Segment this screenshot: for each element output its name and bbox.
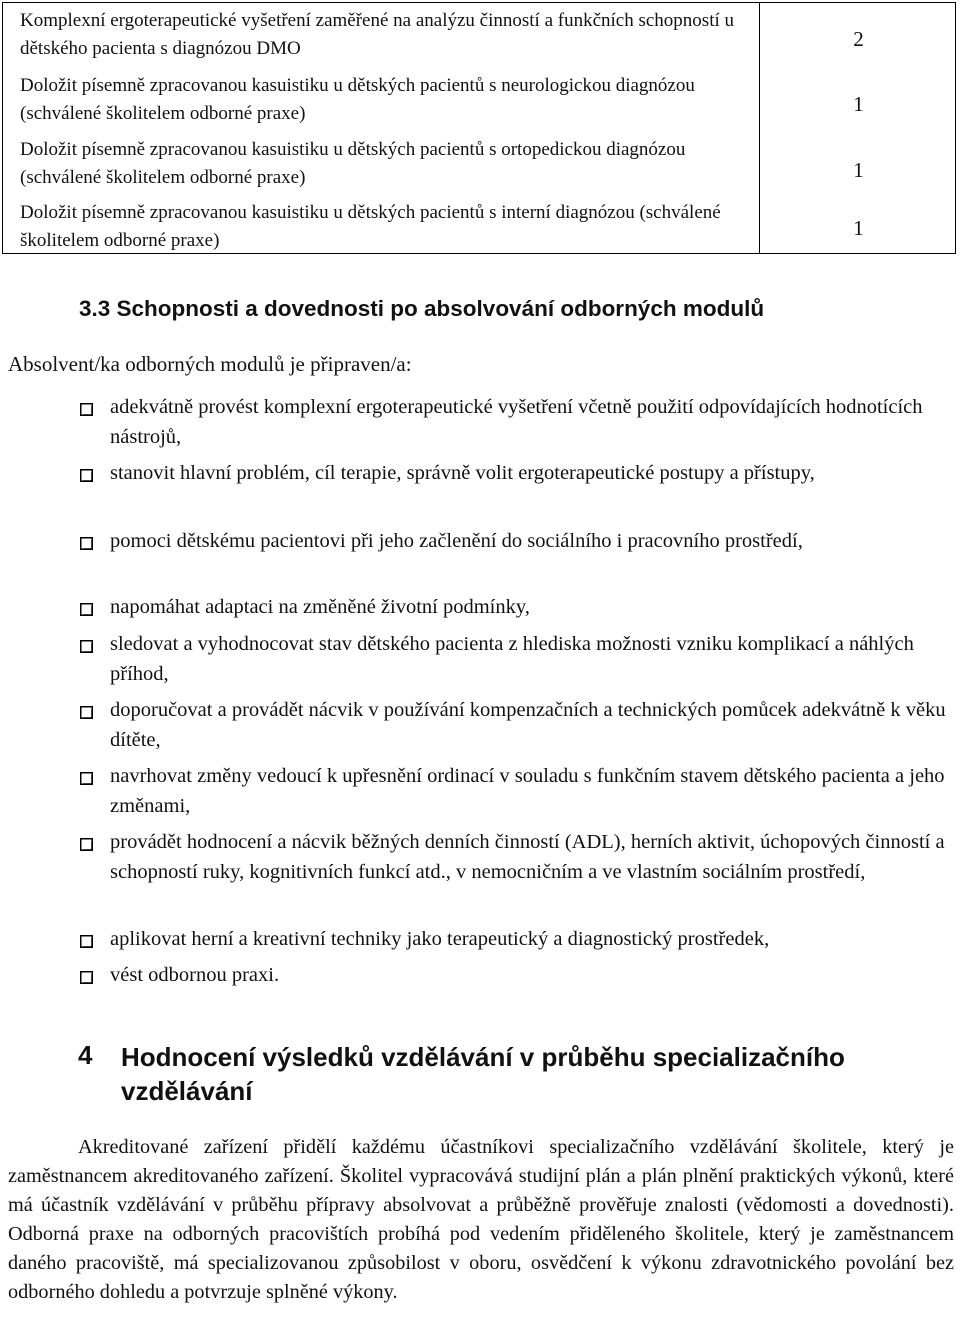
row-description: Doložit písemně zpracovanou kasuistiku u dětských pacientů s interní diagnózou (schválené školitelem odborné praxe) bbox=[20, 202, 721, 251]
checkbox-icon bbox=[80, 838, 93, 851]
list-item-text: vést odbornou praxi. bbox=[110, 964, 280, 986]
checkbox-icon bbox=[80, 403, 93, 416]
chapter-paragraph: Akreditované zařízení přidělí každému účastníkovi specializačního vzdělávání školitele, který je zaměstnancem akreditovaného zařízení. Školitel vypracovává studijní plán a plán plnění praktických výkonů, které má účastník vzdělávání v průběhu přípravy absolvovat a průběžně prověřuje znalosti (vědomosti a dovednosti). Odborná praxe na odborných pracovištích probíhá pod vedením přiděleného školitele, který je zaměstnancem daného pracoviště, má specializovanou způsobilost v oboru, osvědčení k výkonu zdravotnického povolání bez odborného dohledu a potvrzuje splněné výkony. bbox=[8, 1136, 954, 1303]
row-count: 1 bbox=[853, 158, 864, 182]
list-item-text: aplikovat herní a kreativní techniky jako terapeutický a diagnostický prostředek, bbox=[110, 928, 770, 950]
section-intro: Absolvent/ka odborných modulů je připraven/a: bbox=[8, 352, 412, 376]
row-count: 2 bbox=[853, 27, 864, 51]
checkbox-icon bbox=[80, 772, 93, 785]
row-description: Doložit písemně zpracovanou kasuistiku u dětských pacientů s neurologickou diagnózou (schválené školitelem odborné praxe) bbox=[20, 75, 695, 124]
list-item-text: navrhovat změny vedoucí k upřesnění ordinací v souladu s funkčním stavem dětského pacienta a jeho změnami, bbox=[110, 765, 945, 817]
chapter-number: 4 bbox=[78, 1040, 93, 1070]
list-item-text: stanovit hlavní problém, cíl terapie, správně volit ergoterapeutické postupy a přístupy, bbox=[110, 462, 815, 484]
chapter-title: Hodnocení výsledků vzdělávání v průběhu specializačního vzdělávání bbox=[121, 1042, 845, 1106]
checkbox-icon bbox=[80, 469, 93, 482]
list-item-text: pomoci dětskému pacientovi při jeho začlenění do sociálního i pracovního prostředí, bbox=[110, 530, 803, 552]
row-description: Doložit písemně zpracovanou kasuistiku u dětských pacientů s ortopedickou diagnózou (schválené školitelem odborné praxe) bbox=[20, 139, 686, 188]
checkbox-icon bbox=[80, 603, 93, 616]
checkbox-icon bbox=[80, 537, 93, 550]
row-description: Komplexní ergoterapeutické vyšetření zaměřené na analýzu činností a funkčních schopností u dětského pacienta s diagnózou DMO bbox=[20, 10, 735, 59]
list-item-text: sledovat a vyhodnocovat stav dětského pacienta z hlediska možnosti vzniku komplikací a náhlých příhod, bbox=[110, 633, 914, 685]
checkbox-icon bbox=[80, 706, 93, 719]
requirements-table bbox=[2, 2, 956, 254]
checkbox-icon bbox=[80, 640, 93, 653]
checkbox-icon bbox=[80, 935, 93, 948]
list-item-text: napomáhat adaptaci na změněné životní podmínky, bbox=[110, 596, 530, 618]
list-item-text: doporučovat a provádět nácvik v používání kompenzačních a technických pomůcek adekvátně k věku dítěte, bbox=[110, 699, 946, 751]
row-count: 1 bbox=[853, 216, 864, 240]
section-heading: 3.3 Schopnosti a dovednosti po absolvování odborných modulů bbox=[79, 296, 765, 321]
list-item-text: provádět hodnocení a nácvik běžných denních činností (ADL), herních aktivit, úchopových činností a schopností ruky, kognitivních funkcí atd., v nemocničním a ve vlastním sociálním prostředí, bbox=[110, 831, 945, 883]
checkbox-icon bbox=[80, 971, 93, 984]
list-item-text: adekvátně provést komplexní ergoterapeutické vyšetření včetně použití odpovídajících hodnotících nástrojů, bbox=[110, 396, 923, 448]
row-count: 1 bbox=[853, 92, 864, 116]
